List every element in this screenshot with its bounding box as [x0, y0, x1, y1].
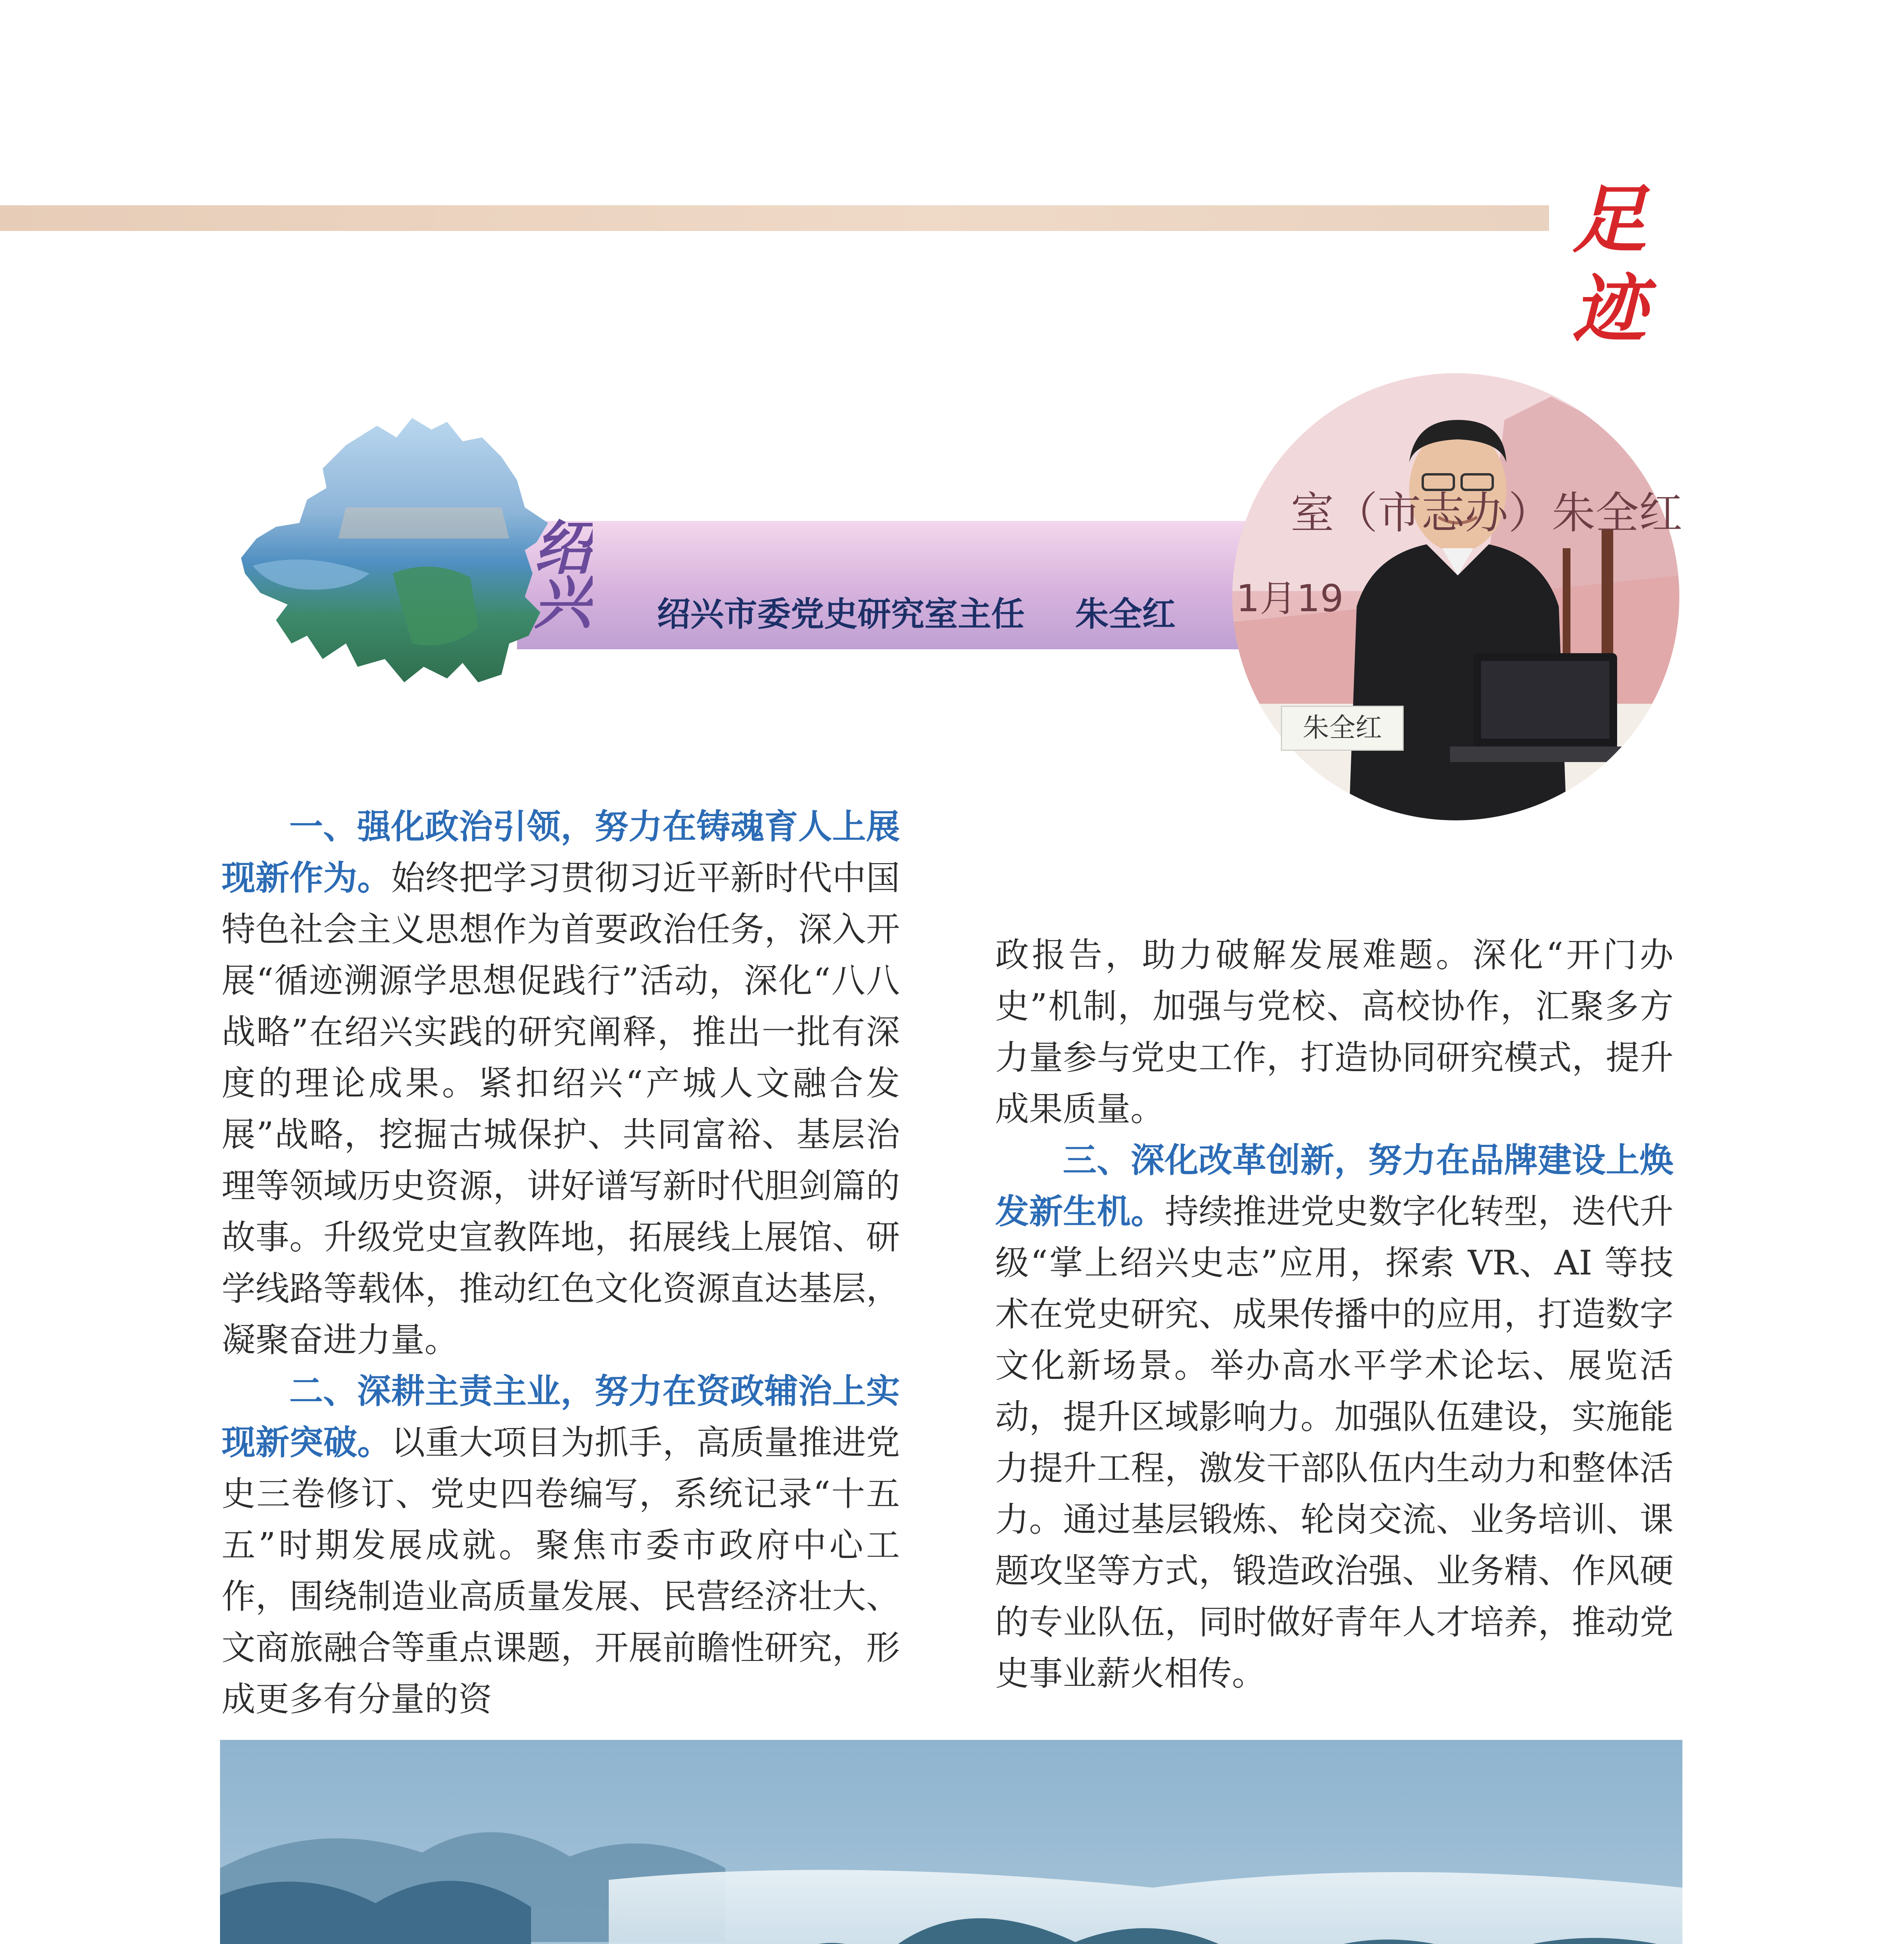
section-heading: 二、深耕主责主业，努力在资政辅治上实现新突破。 — [222, 1371, 900, 1462]
landscape-photo — [220, 1740, 1682, 1944]
section-body: 始终把学习贯彻习近平新时代中国特色社会主义思想作为首要政治任务，深入开展“循迹溯源学思想促践行”活动，深化“八八战略”在绍兴实践的研究阐释，推出一批有深度的理论成果。紧扣绍兴“产城人文融合发展”战略，挖掘古城保护、共同富裕、基层治理等领域历史资源，讲好谱写新时代胆剑篇的故事。升级党史宣教阵地，拓展线上展馆、研学线路等载体，推动红色文化资源直达基层，凝聚奋进力量。 — [222, 858, 900, 1360]
section-heading: 一、强化政治引领，努力在铸魂育人上展现新作为。 — [222, 807, 900, 898]
masthead-logo: 足迹 — [1572, 176, 1643, 352]
article-right-column — [995, 929, 1673, 1699]
mountain-sea-of-clouds-image — [220, 1740, 1682, 1944]
article-section-2 — [222, 1365, 900, 1725]
portrait-backdrop-text: 室（市志办）朱全红 — [1291, 488, 1682, 538]
article-left-column — [222, 801, 900, 1725]
portrait-backdrop-date: 1月19 — [1236, 577, 1344, 620]
banner-author-line — [657, 593, 1176, 636]
section-heading: 三、深化改革创新，努力在品牌建设上焕发新生机。 — [995, 1140, 1673, 1231]
banner-city-name: 绍兴 — [524, 517, 592, 626]
article-section-1 — [222, 801, 900, 1365]
author-name: 朱全红 — [1075, 595, 1176, 634]
section-body: 持续推进党史数字化转型，迭代升级“掌上绍兴史志”应用，探索 VR、AI 等技术在党史研究、成果传播中的应用，打造数字文化新场景。举办高水平学术论坛、展览活动，提升区域影响力。加强队伍建设，实施能力提升工程，激发干部队伍内生动力和整体活力。通过基层锻炼、轮岗交流、业务培训、课题攻坚等方式，锻造政治强、业务精、作风硬的专业队伍，同时做好青年人才培养，推动党史事业薪火相传。 — [995, 1192, 1674, 1693]
section-body: 以重大项目为抓手，高质量推进党史三卷修订、党史四卷编写，系统记录“十五五”时期发展成就。聚焦市委市政府中心工作，围绕制造业高质量发展、民营经济壮大、文商旅融合等重点课题，开展前瞻性研究，形成更多有分量的资 — [222, 1423, 900, 1719]
author-title: 绍兴市委党史研究室主任 — [657, 595, 1025, 634]
top-rule — [0, 205, 1549, 231]
article-continuation: 政报告，助力破解发展难题。深化“开门办史”机制，加强与党校、高校协作，汇聚多方力量参与党史工作，打造协同研究模式，提升成果质量。 — [995, 935, 1673, 1129]
portrait-nameplate: 朱全红 — [1281, 706, 1404, 751]
article-section-3 — [995, 1135, 1673, 1699]
